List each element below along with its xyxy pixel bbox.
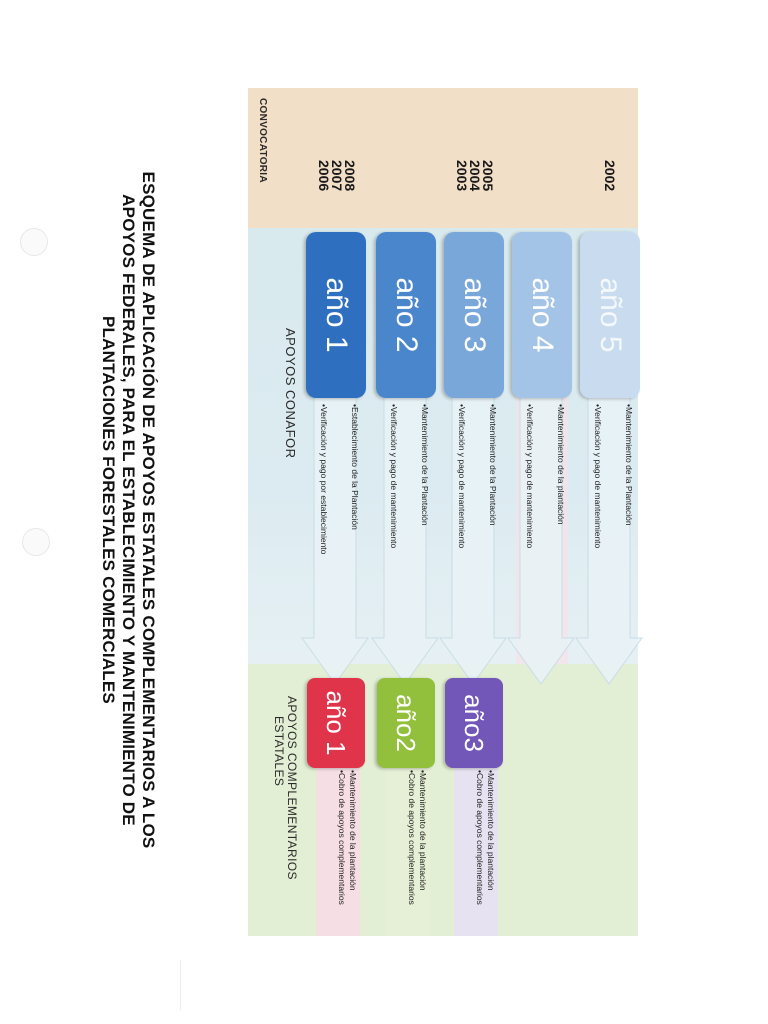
- bullet-item: •Verificación y pago de mantenimiento: [457, 404, 467, 549]
- estatal-bullets: [336, 770, 358, 905]
- convocatoria-panel: [248, 88, 638, 228]
- bullet-item: •Cobro de apoyos complementarios: [475, 770, 485, 905]
- conafor-year-box: año 5: [580, 232, 640, 398]
- bullet-item: •Cobro de apoyos complementarios: [407, 770, 417, 905]
- title-line-2: APOYOS FEDERALES, PARA EL ESTABLECIMIENTO Y MANTENIMIENTO DE: [119, 194, 138, 826]
- title-line-1: ESQUEMA DE APLICACIÓN DE APOYOS ESTATALES COMPLEMENTARIOS A LOS: [139, 171, 158, 849]
- convocatoria-year: 2003: [454, 160, 470, 192]
- bullet-item: •Mantenimiento de la plantación: [486, 770, 496, 891]
- bullet-item: •Mantenimiento de la Plantación: [624, 404, 634, 526]
- bullet-item: •Verificación y pago de mantenimiento: [593, 404, 603, 549]
- convocatoria-year: 2008: [342, 160, 358, 192]
- convocatoria-years: [455, 160, 494, 220]
- conafor-bullets: [456, 404, 498, 548]
- convocatoria-years: [603, 160, 616, 220]
- bullet-item: •Cobro de apoyos complementarios: [337, 770, 347, 905]
- bullet-item: •Mantenimiento de la plantación: [418, 770, 428, 891]
- conafor-year-box: año 4: [512, 232, 572, 398]
- bullet-item: •Verificación y pago por establecimiento: [319, 404, 329, 555]
- bullet-item: •Mantenimiento de la Plantación: [420, 404, 430, 526]
- bullet-item: •Mantenimiento de la plantación: [348, 770, 358, 891]
- diagram-title: [98, 90, 158, 930]
- convocatoria-year: 2002: [602, 160, 618, 192]
- conafor-header: APOYOS CONAFOR: [283, 328, 298, 459]
- estatal-header: [272, 696, 298, 880]
- bullet-item: •Mantenimiento de la plantación: [556, 404, 566, 525]
- conafor-bullets: [592, 404, 634, 548]
- estatal-header-line-2: ESTATALES: [272, 716, 286, 787]
- estatal-bullets: [406, 770, 428, 905]
- estatal-year-box: año 1: [307, 678, 365, 768]
- conafor-bullets: [524, 404, 566, 548]
- convocatoria-year: 2005: [480, 160, 496, 192]
- estatal-year-box: año2: [377, 678, 435, 768]
- estatal-bullets: [474, 770, 496, 905]
- estatal-year-box: año3: [445, 678, 503, 768]
- conafor-year-box: año 2: [376, 232, 436, 398]
- convocatoria-year: 2004: [467, 160, 483, 192]
- title-line-3: PLANTACIONES FORESTALES COMERCIALES: [99, 316, 118, 704]
- convocatoria-year: 2007: [329, 160, 345, 192]
- convocatoria-year: 2006: [316, 160, 332, 192]
- bullet-item: •Verificación y pago de mantenimiento: [525, 404, 535, 549]
- convocatoria-years: [317, 160, 356, 220]
- conafor-year-box: año 3: [444, 232, 504, 398]
- convocatoria-header: CONVOCATORIA: [257, 98, 268, 183]
- conafor-year-box: año 1: [306, 232, 366, 398]
- conafor-bullets: [388, 404, 430, 548]
- bullet-item: •Mantenimiento de la Plantación: [488, 404, 498, 526]
- bullet-item: •Verificación y pago de mantenimiento: [389, 404, 399, 549]
- bullet-item: •Establecimiento de la Plantación: [350, 404, 360, 530]
- conafor-bullets: [318, 404, 360, 554]
- estatal-header-line-1: APOYOS COMPLEMENTARIOS: [285, 696, 299, 880]
